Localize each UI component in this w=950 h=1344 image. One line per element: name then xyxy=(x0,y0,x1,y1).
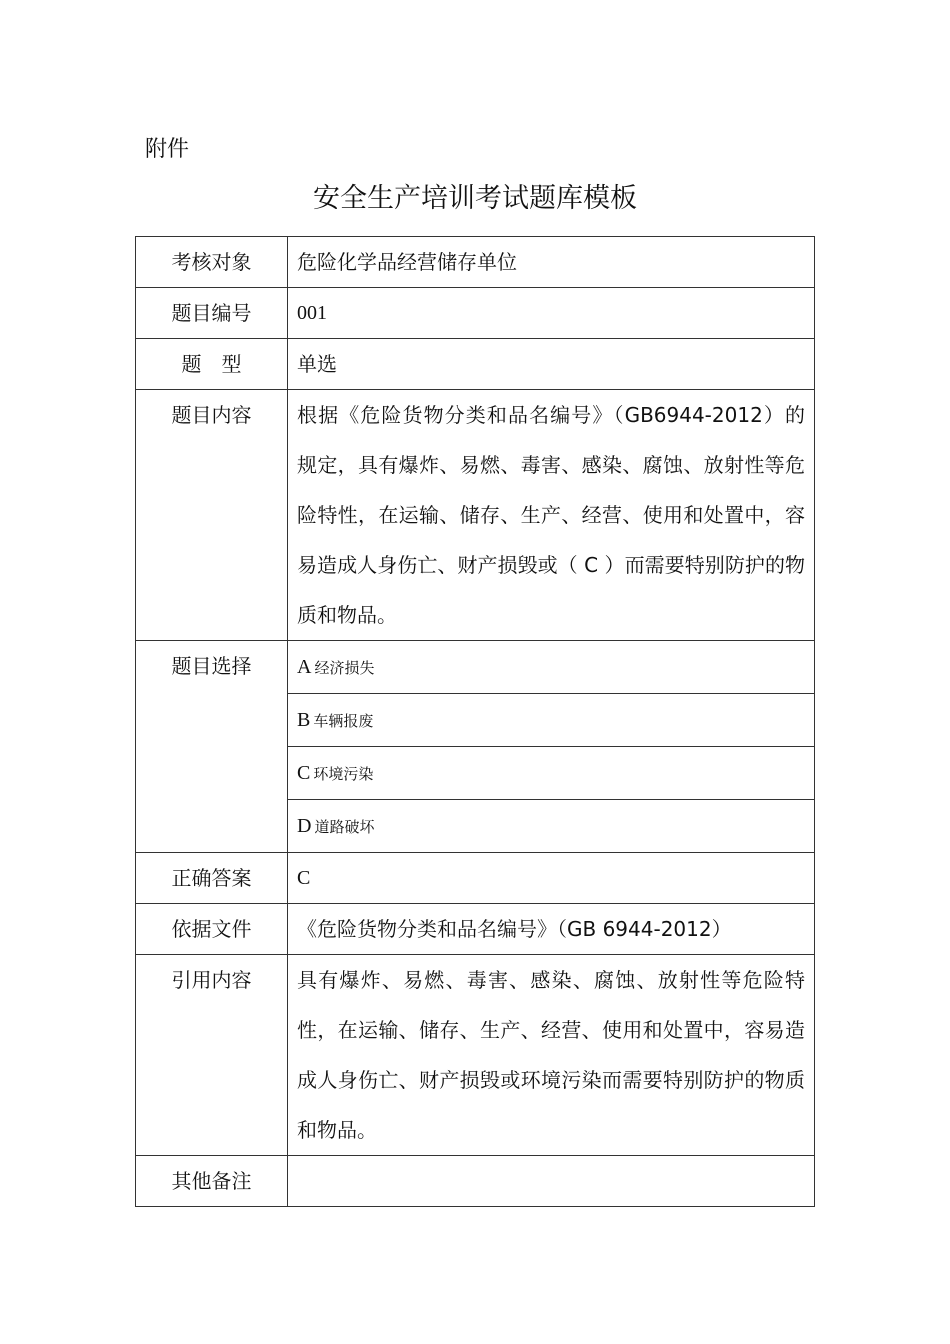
choice-a-letter: A xyxy=(297,656,312,678)
target-label: 考核对象 xyxy=(136,237,288,288)
answer-label: 正确答案 xyxy=(136,853,288,904)
number-value: 001 xyxy=(288,288,815,339)
quote-label: 引用内容 xyxy=(136,955,288,1156)
content-value: 根据《危险货物分类和品名编号》（GB6944-2012）的规定，具有爆炸、易燃、毒害、感染、腐蚀、放射性等危险特性，在运输、储存、生产、经营、使用和处置中，容易造成人身伤亡、财产损毁或（ C ）而需要特别防护的物质和物品。 xyxy=(288,390,815,641)
choice-b xyxy=(288,694,815,747)
answer-value: C xyxy=(288,853,815,904)
row-remarks xyxy=(136,1156,815,1207)
row-answer xyxy=(136,853,815,904)
choice-c-text: 环境污染 xyxy=(313,765,374,783)
remarks-value xyxy=(288,1156,815,1207)
attachment-label: 附件 xyxy=(145,137,190,162)
choice-b-letter: B xyxy=(297,709,311,731)
question-table xyxy=(135,236,815,1207)
row-content xyxy=(136,390,815,641)
choice-a-text: 经济损失 xyxy=(314,659,375,677)
choices-label: 题目选择 xyxy=(136,641,288,853)
row-type xyxy=(136,339,815,390)
remarks-label: 其他备注 xyxy=(136,1156,288,1207)
choice-d-text: 道路破坏 xyxy=(314,818,375,836)
row-target xyxy=(136,237,815,288)
row-basis xyxy=(136,904,815,955)
row-quote xyxy=(136,955,815,1156)
choice-d xyxy=(288,800,815,853)
type-value: 单选 xyxy=(288,339,815,390)
choice-d-letter: D xyxy=(297,815,312,837)
number-label: 题目编号 xyxy=(136,288,288,339)
quote-value: 具有爆炸、易燃、毒害、感染、腐蚀、放射性等危险特性，在运输、储存、生产、经营、使用和处置中，容易造成人身伤亡、财产损毁或环境污染而需要特别防护的物质和物品。 xyxy=(288,955,815,1156)
row-choice-a xyxy=(136,641,815,694)
row-number xyxy=(136,288,815,339)
choice-a xyxy=(288,641,815,694)
basis-value: 《危险货物分类和品名编号》（GB 6944-2012） xyxy=(288,904,815,955)
type-label: 题 型 xyxy=(136,339,288,390)
basis-label: 依据文件 xyxy=(136,904,288,955)
choice-b-text: 车辆报废 xyxy=(313,712,374,730)
choice-c-letter: C xyxy=(297,762,311,784)
document-title: 安全生产培训考试题库模板 xyxy=(313,183,637,214)
content-label: 题目内容 xyxy=(136,390,288,641)
choice-c xyxy=(288,747,815,800)
target-value: 危险化学品经营储存单位 xyxy=(288,237,815,288)
